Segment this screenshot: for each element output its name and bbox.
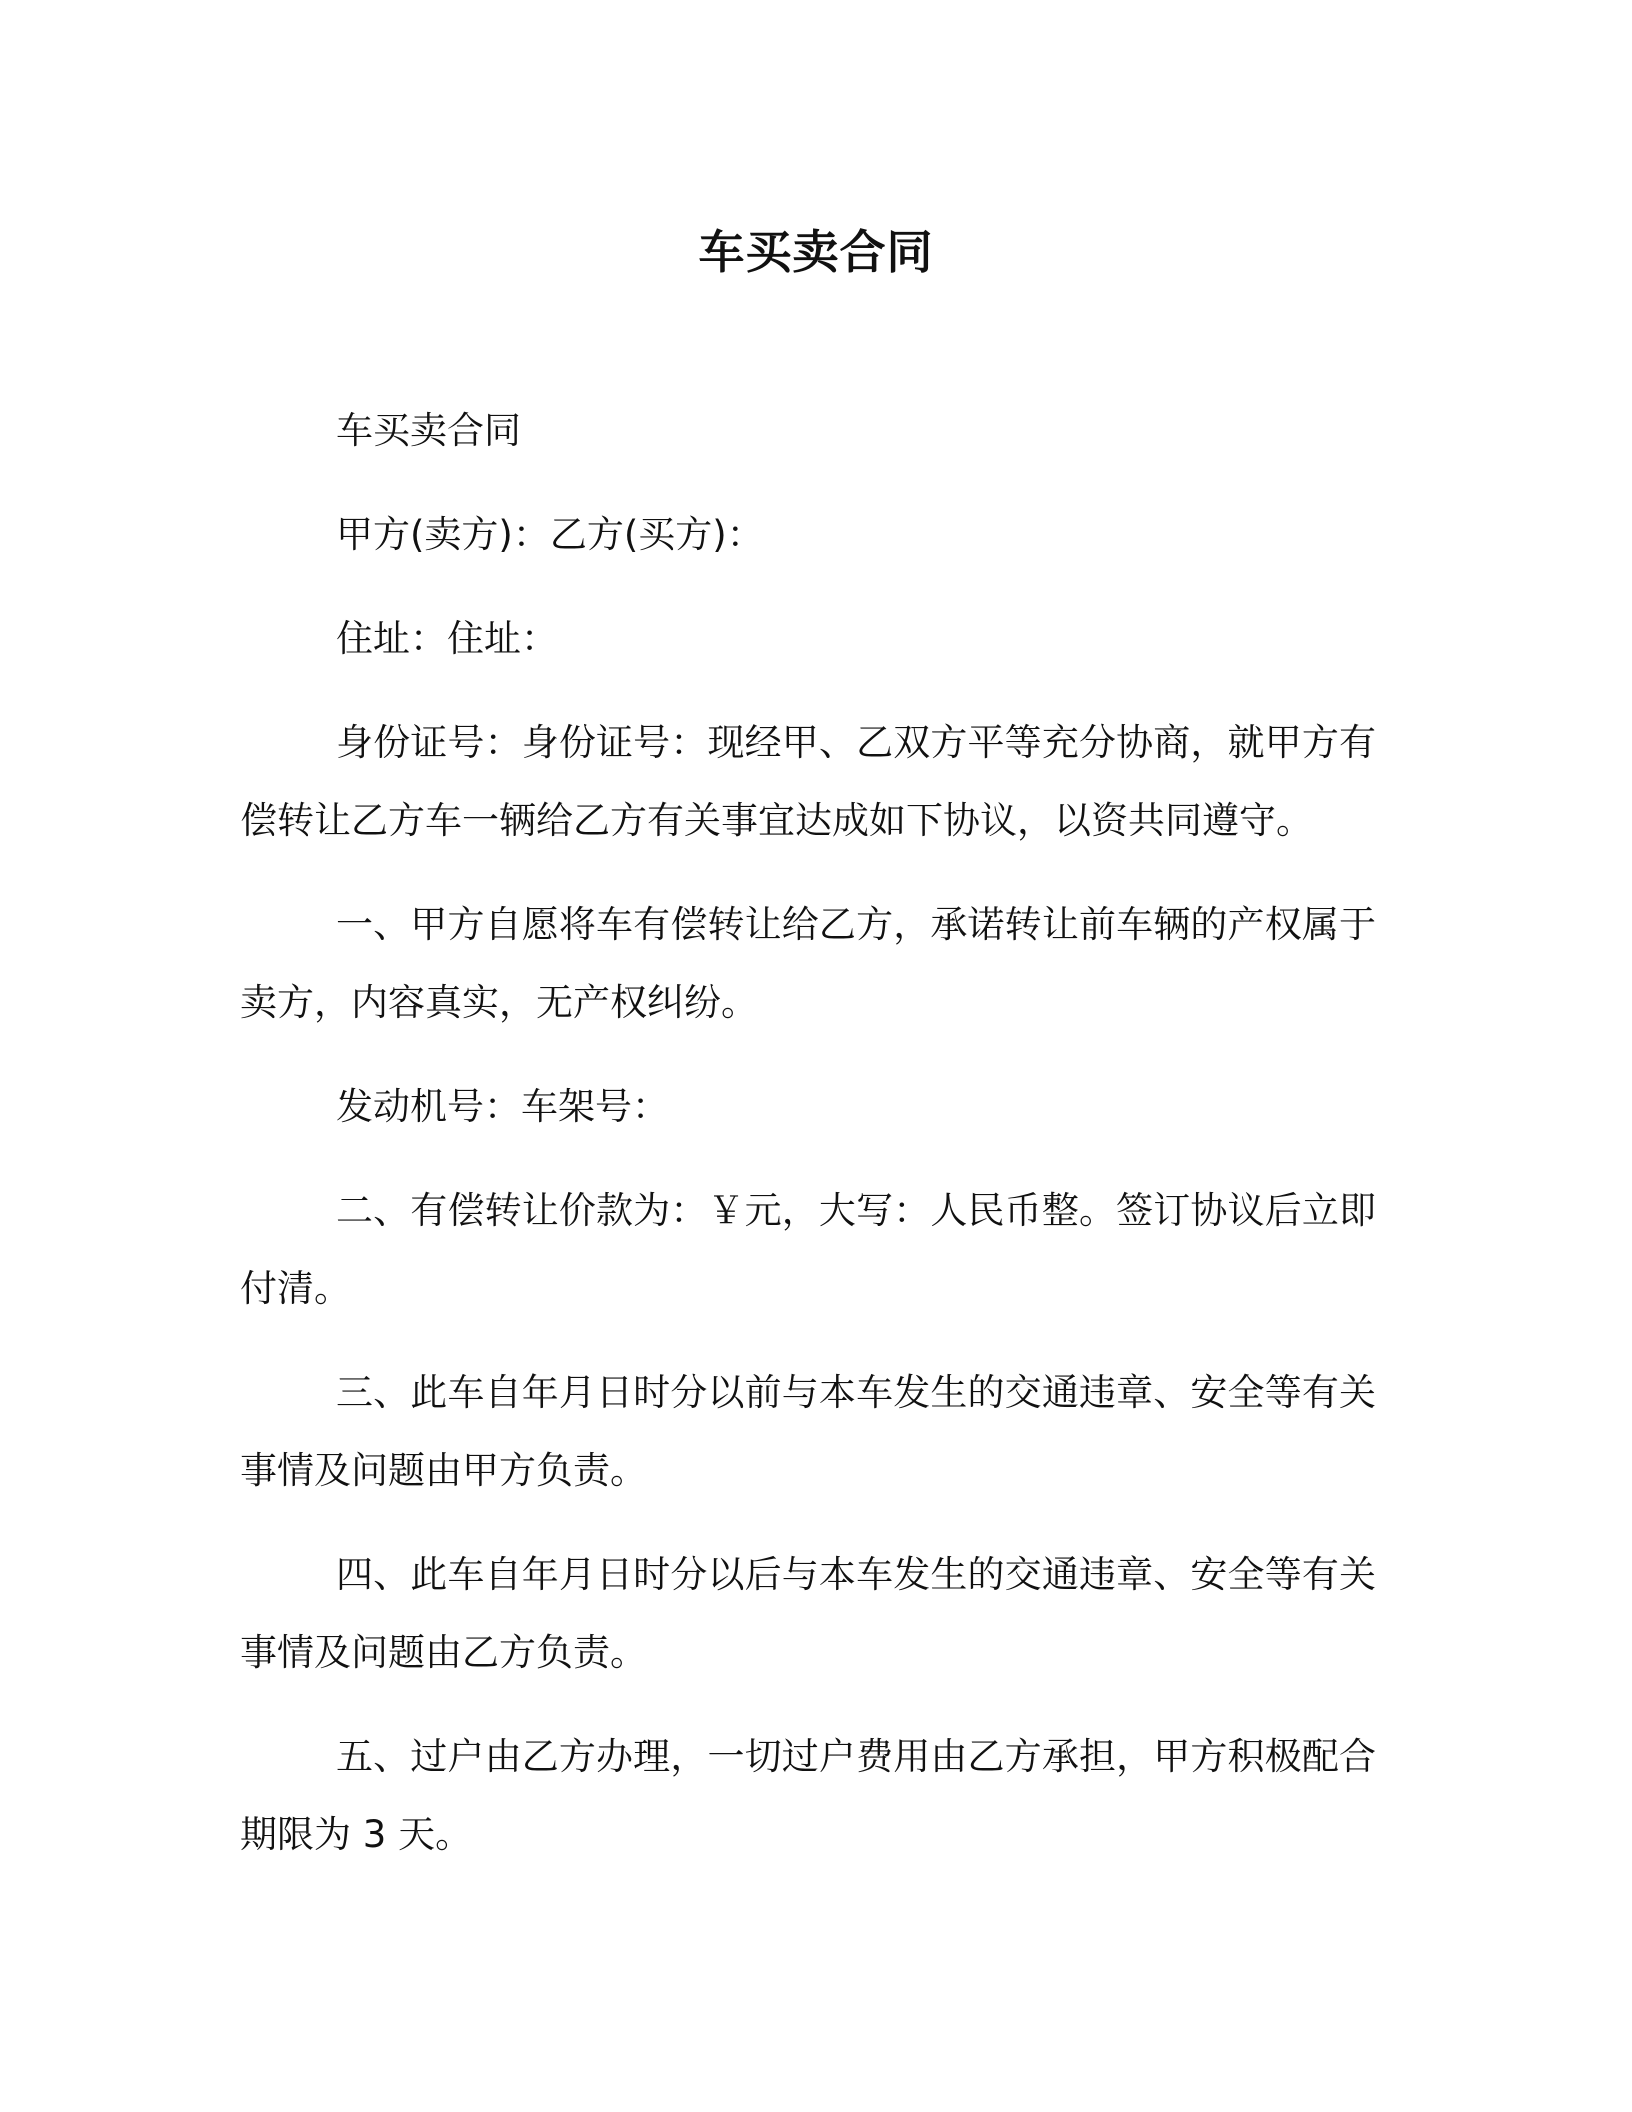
paragraph-id-agreement: 身份证号：身份证号：现经甲、乙双方平等充分协商，就甲方有偿转让乙方车一辆给乙方有关事宜达成如下协议，以资共同遵守。 [240,721,1376,842]
paragraph-heading: 车买卖合同 [336,409,521,452]
paragraph-clause-1: 一、甲方自愿将车有偿转让给乙方，承诺转让前车辆的产权属于卖方，内容真实，无产权纠纷。 [240,903,1376,1024]
paragraph-engine-frame: 发动机号：车架号： [336,1085,669,1128]
document-title: 车买卖合同 [698,225,934,279]
document-body [240,392,1376,1900]
paragraph-clause-2: 二、有偿转让价款为：￥元，大写：人民币整。签订协议后立即付清。 [240,1189,1376,1310]
paragraph-clause-3: 三、此车自年月日时分以前与本车发生的交通违章、安全等有关事情及问题由甲方负责。 [240,1371,1376,1492]
paragraph-parties: 甲方(卖方)：乙方(买方)： [336,513,764,556]
paragraph-address: 住址：住址： [336,617,558,660]
paragraph-clause-4: 四、此车自年月日时分以后与本车发生的交通违章、安全等有关事情及问题由乙方负责。 [240,1553,1376,1674]
paragraph-clause-5: 五、过户由乙方办理，一切过户费用由乙方承担，甲方积极配合期限为 3 天。 [240,1735,1376,1856]
